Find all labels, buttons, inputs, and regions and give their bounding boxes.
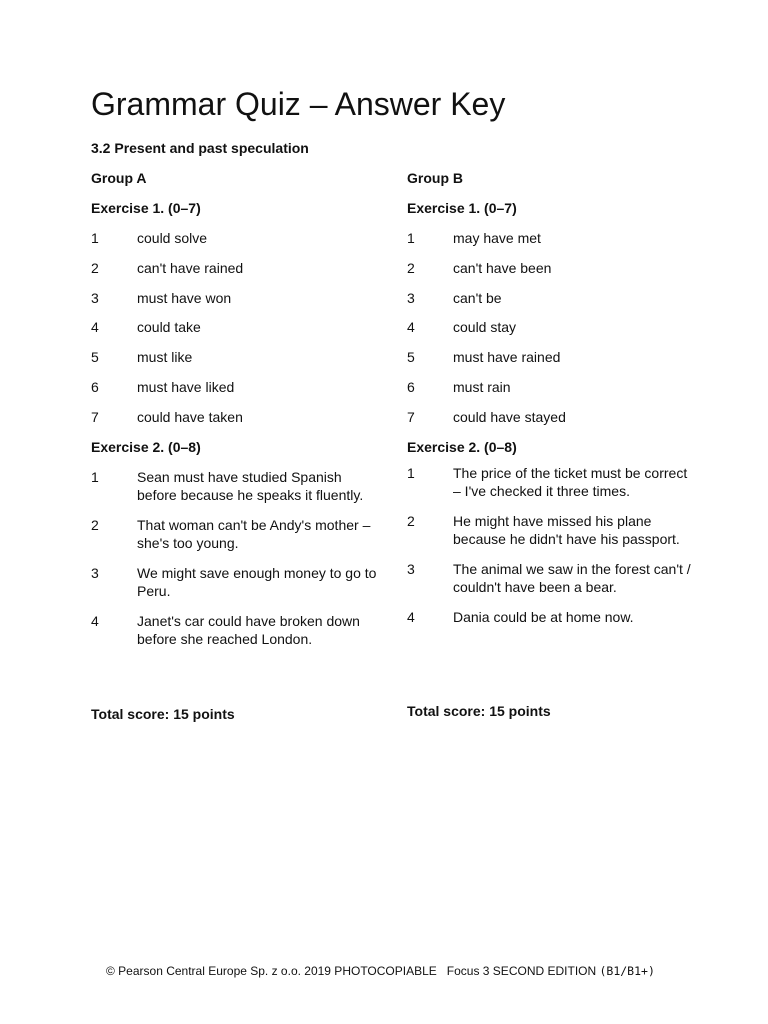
item-answer: can't have been bbox=[453, 259, 552, 276]
list-item bbox=[407, 378, 697, 396]
item-answer: must have won bbox=[137, 289, 232, 306]
list-item bbox=[407, 408, 697, 426]
list-item bbox=[91, 612, 381, 648]
item-answer: must have rained bbox=[453, 349, 561, 366]
item-number: 1 bbox=[91, 230, 99, 246]
group-a-exercise1-title: Exercise 1. (0–7) bbox=[91, 200, 201, 216]
item-answer: That woman can't be Andy's mother – she's too young. bbox=[137, 516, 371, 551]
group-b-title: Group B bbox=[407, 170, 463, 186]
item-answer: can't be bbox=[453, 289, 502, 306]
item-number: 2 bbox=[407, 512, 415, 529]
item-number: 1 bbox=[407, 464, 415, 481]
item-number: 1 bbox=[91, 468, 99, 485]
item-number: 7 bbox=[407, 408, 415, 425]
item-number: 1 bbox=[407, 230, 415, 246]
footer-copyright bbox=[106, 963, 655, 979]
item-answer: Sean must have studied Spanish before because he speaks it fluently. bbox=[137, 468, 364, 503]
item-answer: could have stayed bbox=[453, 408, 566, 425]
item-number: 3 bbox=[407, 560, 415, 577]
group-a-exercise2-title: Exercise 2. (0–8) bbox=[91, 438, 201, 455]
item-number: 3 bbox=[91, 289, 99, 306]
item-answer: Janet's car could have broken down before she reached London. bbox=[137, 612, 360, 647]
list-item bbox=[91, 408, 381, 426]
list-item bbox=[91, 229, 381, 247]
item-number: 2 bbox=[91, 259, 99, 276]
list-item bbox=[91, 378, 381, 396]
item-answer: could stay bbox=[453, 319, 517, 336]
item-number: 4 bbox=[91, 319, 99, 336]
group-b-exercise2-title: Exercise 2. (0–8) bbox=[407, 438, 517, 455]
list-item bbox=[407, 259, 697, 277]
group-a-title: Group A bbox=[91, 170, 147, 186]
group-b-exercise1-title: Exercise 1. (0–7) bbox=[407, 200, 517, 216]
list-item bbox=[91, 468, 381, 504]
item-answer: can't have rained bbox=[137, 259, 244, 276]
list-item bbox=[407, 289, 697, 307]
list-item bbox=[407, 560, 697, 596]
group-b-exercise1-list bbox=[407, 229, 697, 426]
section-subtitle: 3.2 Present and past speculation bbox=[91, 140, 309, 156]
item-number: 2 bbox=[407, 259, 415, 276]
list-item bbox=[91, 516, 381, 552]
group-b-total-score: Total score: 15 points bbox=[407, 703, 551, 719]
list-item bbox=[407, 464, 697, 500]
list-item bbox=[407, 512, 697, 548]
group-a-exercise1-list bbox=[91, 229, 381, 426]
item-answer: must like bbox=[137, 349, 193, 366]
level-text: (B1/B1+) bbox=[599, 964, 655, 978]
item-answer: Dania could be at home now. bbox=[453, 608, 634, 625]
list-item bbox=[407, 608, 697, 626]
item-number: 6 bbox=[91, 378, 99, 395]
item-number: 4 bbox=[407, 608, 415, 625]
list-item bbox=[407, 229, 697, 247]
item-answer: could have taken bbox=[137, 408, 243, 425]
copyright-text: © Pearson Central Europe Sp. z o.o. 2019 PHOTOCOPIABLE Focus 3 SECOND EDITION bbox=[106, 964, 600, 978]
group-a-exercise2-list bbox=[91, 468, 381, 648]
item-number: 4 bbox=[407, 319, 415, 336]
list-item bbox=[91, 259, 381, 277]
item-answer: We might save enough money to go to Peru. bbox=[137, 564, 377, 599]
item-answer: could solve bbox=[137, 230, 208, 246]
list-item bbox=[407, 318, 697, 336]
page-title: Grammar Quiz – Answer Key bbox=[91, 86, 506, 122]
list-item bbox=[407, 348, 697, 366]
item-answer: must rain bbox=[453, 378, 511, 395]
item-answer: He might have missed his plane because he didn't have his passport. bbox=[453, 512, 680, 547]
item-number: 3 bbox=[407, 289, 415, 306]
item-answer: may have met bbox=[453, 230, 541, 246]
group-b-exercise2-list bbox=[407, 464, 697, 626]
list-item bbox=[91, 564, 381, 600]
item-answer: The animal we saw in the forest can't / couldn't have been a bear. bbox=[453, 560, 691, 595]
group-a-column bbox=[91, 169, 381, 660]
item-answer: must have liked bbox=[137, 378, 235, 395]
item-number: 6 bbox=[407, 378, 415, 395]
item-answer: The price of the ticket must be correct – I've checked it three times. bbox=[453, 464, 688, 499]
item-number: 4 bbox=[91, 612, 99, 629]
item-answer: could take bbox=[137, 319, 201, 336]
list-item bbox=[91, 348, 381, 366]
item-number: 3 bbox=[91, 564, 99, 581]
item-number: 2 bbox=[91, 516, 99, 533]
item-number: 5 bbox=[91, 349, 99, 366]
list-item bbox=[91, 318, 381, 336]
item-number: 7 bbox=[91, 408, 99, 425]
list-item bbox=[91, 289, 381, 307]
group-b-column bbox=[407, 169, 697, 638]
group-a-total-score: Total score: 15 points bbox=[91, 706, 235, 722]
item-number: 5 bbox=[407, 349, 415, 366]
